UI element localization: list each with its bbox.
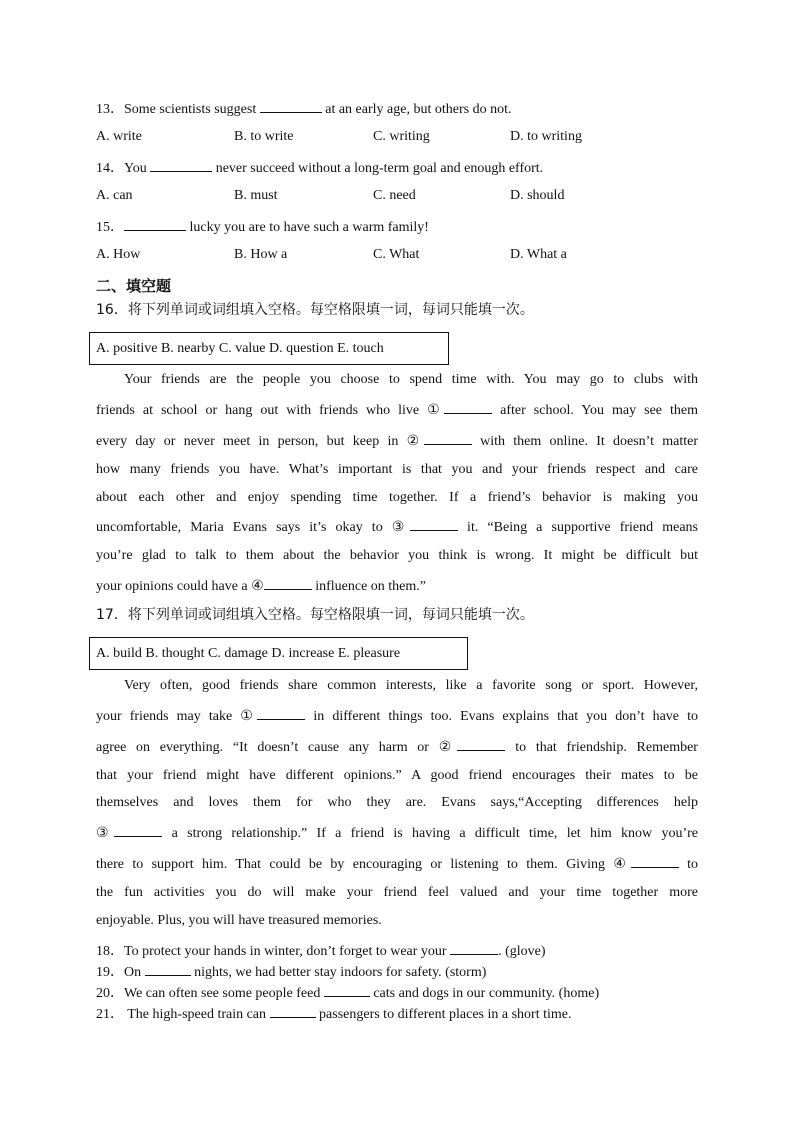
q17-passage-line [96, 823, 698, 843]
q16-passage-line [96, 371, 698, 389]
q17-blank-marker: ③ [96, 825, 115, 841]
q16-passage-text: you’re glad to talk to them about the behavior you think is wrong. It might be difficult but [96, 548, 698, 563]
q17-passage-line [96, 737, 698, 757]
q16-passage-text: every day or never meet in person, but keep in [96, 434, 407, 449]
q15-option-d[interactable]: D. What a [510, 247, 567, 262]
q16-passage-line [96, 431, 698, 451]
q17-passage-text: your friends may take [96, 709, 241, 724]
q17-passage-line [96, 912, 698, 930]
q21-text-after: passengers to different places in a short time. [315, 1007, 572, 1022]
q17-passage-text: to that friendship. Remember [505, 740, 698, 755]
section-heading: 二、填空题 [96, 277, 172, 295]
q17-passage-line [96, 706, 698, 726]
q17-passage-text: a strong relationship.” If a friend is having a difficult time, let him know you’re [162, 826, 698, 841]
q16-answer-blank[interactable] [444, 400, 492, 414]
q19-blank[interactable] [145, 962, 191, 976]
q17-passage-text: agree on everything. “It doesn’t cause any harm or [96, 740, 439, 755]
q14-option-c[interactable]: C. need [373, 188, 416, 203]
q15-option-b[interactable]: B. How a [234, 247, 288, 262]
q19-text-before: 19．On [96, 965, 145, 980]
q16-passage-text: Your friends are the people you choose to spend time with. You may go to clubs with [124, 372, 698, 387]
q14-option-b[interactable]: B. must [234, 188, 278, 203]
q17-answer-blank[interactable] [114, 823, 162, 837]
q17-passage-text: that your friend might have different opinions.” A good friend encourages their mates to be [96, 768, 698, 783]
q17-answer-blank[interactable] [257, 706, 305, 720]
q16-passage-text: about each other and enjoy spending time together. If a friend’s behavior is making you [96, 490, 698, 505]
q14-blank[interactable] [150, 158, 212, 172]
q17-answer-blank[interactable] [631, 854, 679, 868]
q14-text-before: You [124, 161, 151, 176]
q16-passage-line [96, 547, 698, 565]
q16-instruction: 16．将下列单词或词组填入空格。每空格限填一词，每词只能填一次。 [96, 302, 534, 318]
q16-blank-marker: ④ [251, 578, 264, 594]
question-13 [96, 99, 511, 119]
q16-passage-line [96, 400, 698, 420]
q18-text-after: . (glove) [498, 944, 546, 959]
q16-passage-text: how many friends you have. What’s important is that you and your friends respect and care [96, 462, 698, 477]
q16-word-list: A. positive B. nearby C. value D. question E. touch [96, 341, 384, 356]
q13-text-before: Some scientists suggest [124, 102, 260, 117]
q16-blank-marker: ① [427, 402, 445, 418]
q13-option-d[interactable]: D. to writing [510, 129, 582, 144]
q21-text-before: 21． The high-speed train can [96, 1007, 270, 1022]
q17-passage-line [96, 794, 698, 812]
q13-number: 13． [96, 102, 124, 117]
q17-passage-text: enjoyable. Plus, you will have treasured memories. [96, 913, 382, 928]
q17-passage-text: themselves and loves them for who they are. Evans says,“Accepting differences help [96, 795, 698, 810]
q16-passage-line [96, 576, 698, 596]
q16-answer-blank[interactable] [410, 517, 458, 531]
q17-blank-marker: ④ [613, 856, 631, 872]
q16-passage-text: with them online. It doesn’t matter [471, 434, 698, 449]
question-20 [96, 983, 599, 1003]
q17-passage-text: Very often, good friends share common interests, like a favorite song or sport. However, [124, 678, 698, 693]
q18-text-before: 18．To protect your hands in winter, don’t forget to wear your [96, 944, 451, 959]
q16-word-box [89, 332, 449, 365]
question-14 [96, 158, 543, 178]
q17-passage-text: to [678, 857, 699, 872]
q13-text-after: at an early age, but others do not. [321, 102, 512, 117]
q17-passage-line [96, 884, 698, 902]
q20-text-after: cats and dogs in our community. (home) [369, 986, 600, 1001]
q16-passage-text: your opinions could have a [96, 579, 252, 594]
q17-passage-text: there to support him. That could be by encouraging or listening to them. Giving [96, 857, 614, 872]
q17-instruction: 17．将下列单词或词组填入空格。每空格限填一词，每词只能填一次。 [96, 607, 534, 623]
q13-option-b[interactable]: B. to write [234, 129, 294, 144]
q17-answer-blank[interactable] [457, 737, 505, 751]
q16-passage-text: influence on them.” [311, 579, 426, 594]
q17-blank-marker: ① [240, 708, 258, 724]
q13-option-a[interactable]: A. write [96, 129, 142, 144]
q16-passage-line [96, 517, 698, 537]
q17-blank-marker: ② [438, 739, 458, 755]
q17-passage-text: in different things too. Evans explains that you don’t have to [305, 709, 698, 724]
q16-passage-text: uncomfortable, Maria Evans says it’s okay to [96, 520, 392, 535]
q16-blank-marker: ③ [391, 519, 410, 535]
q20-blank[interactable] [324, 983, 370, 997]
q17-passage-line [96, 767, 698, 785]
q15-blank[interactable] [124, 217, 186, 231]
q16-passage-text: it. “Being a supportive friend means [457, 520, 698, 535]
q13-option-c[interactable]: C. writing [373, 129, 430, 144]
q18-blank[interactable] [450, 941, 498, 955]
q17-passage-text: the fun activities you do will make your friend feel valued and your time together more [96, 885, 698, 900]
q16-answer-blank[interactable] [424, 431, 472, 445]
question-18 [96, 941, 546, 961]
q20-text-before: 20．We can often see some people feed [96, 986, 324, 1001]
q15-number: 15． [96, 220, 124, 235]
q17-word-list: A. build B. thought C. damage D. increase E. pleasure [96, 646, 401, 661]
q16-passage-line [96, 461, 698, 479]
q21-blank[interactable] [270, 1004, 316, 1018]
q16-blank-marker: ② [406, 433, 424, 449]
q19-text-after: nights, we had better stay indoors for safety. (storm) [190, 965, 487, 980]
question-15 [96, 217, 429, 237]
q16-passage-text: after school. You may see them [492, 403, 698, 418]
q16-passage-text: friends at school or hang out with friends who live [96, 403, 428, 418]
q13-blank[interactable] [260, 99, 322, 113]
q15-option-c[interactable]: C. What [373, 247, 420, 262]
q14-option-a[interactable]: A. can [96, 188, 133, 203]
question-21 [96, 1004, 571, 1024]
q14-option-d[interactable]: D. should [510, 188, 565, 203]
q14-text-after: never succeed without a long-term goal and enough effort. [212, 161, 544, 176]
q16-passage-line [96, 489, 698, 507]
q15-option-a[interactable]: A. How [96, 247, 141, 262]
q17-passage-line [96, 854, 698, 874]
q15-text-after: lucky you are to have such a warm family! [186, 220, 429, 235]
q17-word-box [89, 637, 468, 670]
q17-passage-line [96, 677, 698, 695]
question-19 [96, 962, 486, 982]
q16-answer-blank[interactable] [264, 576, 312, 590]
q14-number: 14． [96, 161, 124, 176]
